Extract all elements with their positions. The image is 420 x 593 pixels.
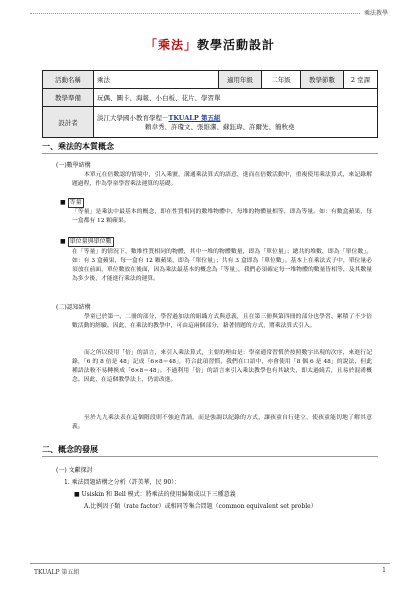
info-row bbox=[43, 89, 378, 107]
designer-school: 淡江大學國小教育學程－ bbox=[97, 114, 169, 122]
info-row bbox=[43, 71, 378, 89]
page-title bbox=[0, 36, 420, 53]
designer-value bbox=[94, 107, 378, 138]
title-rest: 教學活動設計 bbox=[197, 38, 276, 52]
paragraph: 本單元在倍數認的情境中，引入乘號，溝通乘法算式的語意，進而在倍數活動中，重複使用乘法算式，來記錄解題過程，作為學童學習乘法運算的基礎。 bbox=[72, 172, 372, 187]
title-close: 」 bbox=[184, 38, 198, 52]
subheading-cognitive-structure: (二)認知結構 bbox=[56, 304, 91, 311]
section-rule bbox=[42, 153, 378, 154]
bullet-usiskin-bell: ■ Usiskin 和 Bell 模式：將乘法的使用歸類成以下三種意義 bbox=[74, 491, 236, 498]
designer-names: 賴韋秀、許瓊文、張維潔、蘇鈺瑋、許爾先、簡秋堯 bbox=[145, 123, 295, 131]
title-open: 「 bbox=[144, 38, 158, 52]
prep-value: 玩偶、圖卡、海報、小白板、花片、學習單 bbox=[94, 89, 378, 107]
grade-label: 適用年級 bbox=[219, 71, 262, 89]
designer-label: 設計者 bbox=[43, 107, 94, 138]
paragraph: 而之所以使用「倍」的語言，來引入乘法算式，主要的理由是：學童通常習慣於按照數字出現的次序，來進行記錄，「6 的 8 倍是 48」記成「6×8＝48」，符合此項習慣，我們在口語中，亦會使用「8 個 6 是 48」的說法，但此種語法較不易轉換成「6×8＝48」。不過利用「倍」的語言來引入乘法教學也有其缺失，即太過繞舌，且易於混淆概念。因此，在這個教學法上，仍需改進。 bbox=[72, 350, 372, 383]
paragraph: 至於九九乘法表在這個階段則不強迫背誦，而是強調以紀錄的方式，讓孩童自行建立，使孩童能切地了解其意義。 bbox=[72, 415, 372, 430]
list-item: A.比例因子類（rate factor）或相同等集合問題（common equivalent set proble） bbox=[84, 503, 317, 510]
activity-name-value: 乘法 bbox=[94, 71, 219, 89]
running-header: 乘法教學 bbox=[363, 10, 388, 17]
bullet-label: 單位量與單位數 bbox=[69, 238, 112, 245]
period-label: 教學節數 bbox=[301, 71, 344, 89]
period-value: 2 堂課 bbox=[344, 71, 378, 89]
activity-info-table bbox=[42, 70, 378, 138]
section-heading-1: 一、乘法的本質概念 bbox=[42, 141, 114, 151]
paragraph: 「等量」是乘法中最基本的概念，即在性質相同的數堆物體中，每堆的物體量相等，即為等量。如：有數盒蘋果，每一盒都有 12 顆蘋果。 bbox=[72, 209, 372, 224]
prep-label: 教學準備 bbox=[43, 89, 94, 107]
grade-value: 二年級 bbox=[262, 71, 301, 89]
section-rule bbox=[42, 456, 378, 457]
list-item: 1. 乘法問題結構之分析（許美華，民 90）： bbox=[64, 479, 181, 486]
bullet-equal-amount: ■ 等量 bbox=[60, 199, 82, 206]
bullet-unit: ■ 單位量與單位數 bbox=[60, 238, 112, 245]
header-rule bbox=[30, 13, 360, 14]
page-number: 1 bbox=[382, 567, 386, 574]
info-row bbox=[43, 107, 378, 138]
footer-rule bbox=[30, 563, 390, 564]
paragraph: 學童已於第一、二冊的部分，學習過加法的組織方式與意義，且在第三冊與第四冊的部分也學習、累積了不少倍數活動的經驗。因此，在乘法的教學中，可由這兩個部分，藉著情題的方式，將乘法算式引入。 bbox=[72, 314, 372, 329]
section-heading-2: 二、概念的發展 bbox=[42, 444, 98, 454]
bullet-label: Usiskin 和 Bell 模式：將乘法的使用歸類成以下三種意義 bbox=[81, 491, 236, 498]
bullet-label: 等量 bbox=[69, 199, 82, 206]
activity-name-label: 活動名稱 bbox=[43, 71, 94, 89]
title-word: 乘法 bbox=[157, 38, 184, 52]
footer-group: TKUALP 第五組 bbox=[34, 569, 80, 576]
group-link[interactable]: TKUALP 第五組 bbox=[168, 114, 221, 122]
subheading-literature: (一) 文獻探討 bbox=[56, 467, 93, 474]
subheading-math-structure: (一)數學結構 bbox=[56, 162, 91, 169]
paragraph: 在「等量」的情況下，數堆性質相同的物體，其中一堆的物體數量，即為「單位量」；總共的堆數，即為「單位數」。如：有 3 盒蘋果，每一盒有 12 顆蘋果，即為「單位量」；共有 3 盒即為「單位數」。基本上在乘法式子中，單位量必須放在前面，單位數放在後面，因為乘法最基本的概念為「等量」，我們必須確定每一堆物體的數量皆相等，及其數量為多少後，才能進行乘法的運算。 bbox=[72, 249, 372, 282]
